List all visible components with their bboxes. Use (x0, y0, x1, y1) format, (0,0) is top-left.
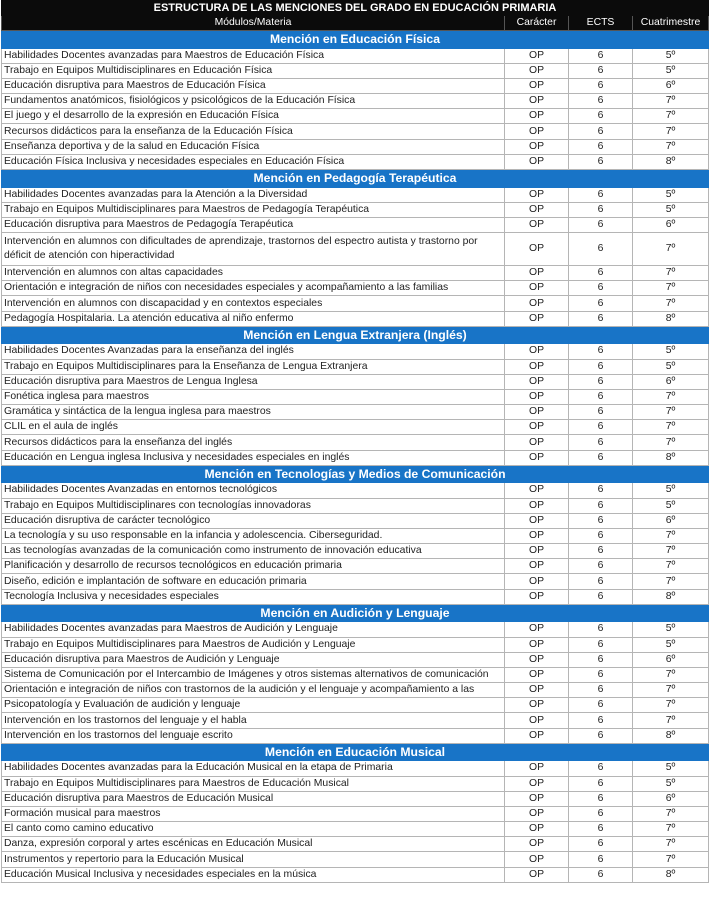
ects-cell: 6 (569, 791, 633, 806)
cuatrimestre-cell: 7º (633, 544, 709, 559)
caracter-cell: OP (505, 374, 569, 389)
table-row (2, 667, 709, 682)
caracter-cell: OP (505, 667, 569, 682)
cuatrimestre-cell: 7º (633, 713, 709, 728)
caracter-cell: OP (505, 435, 569, 450)
table-header-row (2, 16, 709, 31)
subject-name: Trabajo en Equipos Multidisciplinares para Maestros de Pedagogía Terapéutica (2, 202, 505, 217)
table-row (2, 637, 709, 652)
caracter-cell: OP (505, 728, 569, 743)
subject-name: Trabajo en Equipos Multidisciplinares con tecnologías innovadoras (2, 498, 505, 513)
ects-cell: 6 (569, 311, 633, 326)
caracter-cell: OP (505, 389, 569, 404)
table-row (2, 48, 709, 63)
cuatrimestre-cell: 7º (633, 822, 709, 837)
table-row (2, 344, 709, 359)
cuatrimestre-cell: 7º (633, 806, 709, 821)
ects-cell: 6 (569, 544, 633, 559)
ects-cell: 6 (569, 217, 633, 232)
ects-cell: 6 (569, 48, 633, 63)
section-header (2, 465, 709, 483)
table-row (2, 139, 709, 154)
subject-name: Gramática y sintáctica de la lengua inglesa para maestros (2, 405, 505, 420)
cuatrimestre-cell: 7º (633, 266, 709, 281)
caracter-cell: OP (505, 698, 569, 713)
caracter-cell: OP (505, 233, 569, 266)
ects-cell: 6 (569, 389, 633, 404)
ects-cell: 6 (569, 94, 633, 109)
caracter-cell: OP (505, 63, 569, 78)
cuatrimestre-cell: 8º (633, 311, 709, 326)
subject-name: El canto como camino educativo (2, 822, 505, 837)
table-row (2, 374, 709, 389)
cuatrimestre-cell: 7º (633, 405, 709, 420)
table-row (2, 483, 709, 498)
subject-name: Las tecnologías avanzadas de la comunicación como instrumento de innovación educativa (2, 544, 505, 559)
caracter-cell: OP (505, 544, 569, 559)
subject-name: Instrumentos y repertorio para la Educación Musical (2, 852, 505, 867)
table-row (2, 187, 709, 202)
subject-name: Educación disruptiva para Maestros de Educación Física (2, 78, 505, 93)
cuatrimestre-cell: 5º (633, 776, 709, 791)
table-row (2, 450, 709, 465)
header-caracter: Carácter (505, 16, 569, 31)
table-row (2, 311, 709, 326)
subject-name: Intervención en los trastornos del lenguaje y el habla (2, 713, 505, 728)
cuatrimestre-cell: 7º (633, 139, 709, 154)
caracter-cell: OP (505, 266, 569, 281)
caracter-cell: OP (505, 217, 569, 232)
ects-cell: 6 (569, 78, 633, 93)
caracter-cell: OP (505, 311, 569, 326)
caracter-cell: OP (505, 806, 569, 821)
section-header (2, 31, 709, 49)
ects-cell: 6 (569, 589, 633, 604)
subject-name: Formación musical para maestros (2, 806, 505, 821)
table-row (2, 622, 709, 637)
ects-cell: 6 (569, 202, 633, 217)
table-row (2, 867, 709, 882)
table-row (2, 589, 709, 604)
cuatrimestre-cell: 6º (633, 217, 709, 232)
subject-name: CLIL en el aula de inglés (2, 420, 505, 435)
caracter-cell: OP (505, 359, 569, 374)
table-row (2, 528, 709, 543)
header-cuatrimestre: Cuatrimestre (633, 16, 709, 31)
caracter-cell: OP (505, 124, 569, 139)
section-title: Mención en Pedagogía Terapéutica (2, 170, 709, 188)
ects-cell: 6 (569, 761, 633, 776)
table-row (2, 124, 709, 139)
subject-name: Fonética inglesa para maestros (2, 389, 505, 404)
cuatrimestre-cell: 5º (633, 48, 709, 63)
subject-name: Habilidades Docentes avanzadas para Maestros de Audición y Lenguaje (2, 622, 505, 637)
caracter-cell: OP (505, 483, 569, 498)
ects-cell: 6 (569, 574, 633, 589)
ects-cell: 6 (569, 806, 633, 821)
caracter-cell: OP (505, 574, 569, 589)
caracter-cell: OP (505, 296, 569, 311)
subject-name: Educación disruptiva para Maestros de Pedagogía Terapéutica (2, 217, 505, 232)
section-title: Mención en Tecnologías y Medios de Comunicación (2, 465, 709, 483)
subject-name: Habilidades Docentes Avanzadas para la enseñanza del inglés (2, 344, 505, 359)
ects-cell: 6 (569, 728, 633, 743)
menciones-table (1, 0, 709, 883)
subject-name: Planificación y desarrollo de recursos tecnológicos en educación primaria (2, 559, 505, 574)
cuatrimestre-cell: 5º (633, 63, 709, 78)
table-row (2, 94, 709, 109)
caracter-cell: OP (505, 791, 569, 806)
cuatrimestre-cell: 6º (633, 652, 709, 667)
table-row (2, 761, 709, 776)
caracter-cell: OP (505, 852, 569, 867)
caracter-cell: OP (505, 622, 569, 637)
subject-name: Habilidades Docentes avanzadas para la Educación Musical en la etapa de Primaria (2, 761, 505, 776)
cuatrimestre-cell: 8º (633, 867, 709, 882)
table-row (2, 559, 709, 574)
subject-name: Educación disruptiva de carácter tecnológico (2, 513, 505, 528)
section-header (2, 604, 709, 622)
caracter-cell: OP (505, 776, 569, 791)
cuatrimestre-cell: 8º (633, 728, 709, 743)
cuatrimestre-cell: 5º (633, 637, 709, 652)
table-row (2, 63, 709, 78)
table-row (2, 266, 709, 281)
cuatrimestre-cell: 6º (633, 374, 709, 389)
ects-cell: 6 (569, 822, 633, 837)
caracter-cell: OP (505, 78, 569, 93)
table-row (2, 405, 709, 420)
ects-cell: 6 (569, 637, 633, 652)
table-row (2, 806, 709, 821)
subject-name: Fundamentos anatómicos, fisiológicos y psicológicos de la Educación Física (2, 94, 505, 109)
ects-cell: 6 (569, 513, 633, 528)
caracter-cell: OP (505, 405, 569, 420)
subject-name: Sistema de Comunicación por el Intercambio de Imágenes y otros sistemas alternativos de comunicación (2, 667, 505, 682)
ects-cell: 6 (569, 154, 633, 169)
ects-cell: 6 (569, 139, 633, 154)
caracter-cell: OP (505, 867, 569, 882)
table-row (2, 109, 709, 124)
subject-name: Intervención en alumnos con altas capacidades (2, 266, 505, 281)
cuatrimestre-cell: 5º (633, 187, 709, 202)
cuatrimestre-cell: 5º (633, 483, 709, 498)
subject-name: Educación disruptiva para Maestros de Lengua Inglesa (2, 374, 505, 389)
caracter-cell: OP (505, 761, 569, 776)
cuatrimestre-cell: 7º (633, 574, 709, 589)
section-title: Mención en Lengua Extranjera (Inglés) (2, 326, 709, 344)
subject-name: Educación Musical Inclusiva y necesidades especiales en la música (2, 867, 505, 882)
table-row (2, 202, 709, 217)
subject-name: Educación en Lengua inglesa Inclusiva y necesidades especiales en inglés (2, 450, 505, 465)
caracter-cell: OP (505, 837, 569, 852)
menciones-table-body (2, 1, 709, 883)
table-title-row (2, 1, 709, 16)
cuatrimestre-cell: 7º (633, 109, 709, 124)
subject-name: Diseño, edición e implantación de software en educación primaria (2, 574, 505, 589)
cuatrimestre-cell: 6º (633, 513, 709, 528)
subject-name: Orientación e integración de niños con necesidades especiales y acompañamiento a las familias (2, 281, 505, 296)
caracter-cell: OP (505, 94, 569, 109)
ects-cell: 6 (569, 124, 633, 139)
subject-name: Danza, expresión corporal y artes escénicas en Educación Musical (2, 837, 505, 852)
subject-name: Habilidades Docentes avanzadas para Maestros de Educación Física (2, 48, 505, 63)
cuatrimestre-cell: 5º (633, 622, 709, 637)
ects-cell: 6 (569, 867, 633, 882)
ects-cell: 6 (569, 296, 633, 311)
subject-name: Trabajo en Equipos Multidisciplinares en Educación Física (2, 63, 505, 78)
table-row (2, 544, 709, 559)
cuatrimestre-cell: 7º (633, 420, 709, 435)
caracter-cell: OP (505, 822, 569, 837)
section-title: Mención en Educación Física (2, 31, 709, 49)
caracter-cell: OP (505, 48, 569, 63)
cuatrimestre-cell: 7º (633, 124, 709, 139)
subject-name: Tecnología Inclusiva y necesidades especiales (2, 589, 505, 604)
table-row (2, 822, 709, 837)
subject-name: Educación Física Inclusiva y necesidades especiales en Educación Física (2, 154, 505, 169)
ects-cell: 6 (569, 683, 633, 698)
table-row (2, 713, 709, 728)
table-row (2, 420, 709, 435)
cuatrimestre-cell: 5º (633, 498, 709, 513)
subject-name: Intervención en alumnos con dificultades de aprendizaje, trastornos del espectro autista y trastorno por déficit de atención con hiperactividad (2, 233, 505, 266)
ects-cell: 6 (569, 435, 633, 450)
table-row (2, 78, 709, 93)
caracter-cell: OP (505, 187, 569, 202)
ects-cell: 6 (569, 374, 633, 389)
cuatrimestre-cell: 7º (633, 837, 709, 852)
ects-cell: 6 (569, 405, 633, 420)
cuatrimestre-cell: 7º (633, 852, 709, 867)
table-row (2, 154, 709, 169)
subject-name: Educación disruptiva para Maestros de Audición y Lenguaje (2, 652, 505, 667)
subject-name: Trabajo en Equipos Multidisciplinares para Maestros de Educación Musical (2, 776, 505, 791)
table-row (2, 652, 709, 667)
ects-cell: 6 (569, 652, 633, 667)
cuatrimestre-cell: 6º (633, 78, 709, 93)
subject-name: Intervención en los trastornos del lenguaje escrito (2, 728, 505, 743)
subject-name: El juego y el desarrollo de la expresión en Educación Física (2, 109, 505, 124)
ects-cell: 6 (569, 698, 633, 713)
subject-name: Orientación e integración de niños con trastornos de la audición y el lenguaje y acompañamiento a las (2, 683, 505, 698)
caracter-cell: OP (505, 589, 569, 604)
table-row (2, 698, 709, 713)
ects-cell: 6 (569, 359, 633, 374)
table-row (2, 389, 709, 404)
cuatrimestre-cell: 7º (633, 435, 709, 450)
ects-cell: 6 (569, 852, 633, 867)
subject-name: Habilidades Docentes avanzadas para la Atención a la Diversidad (2, 187, 505, 202)
table-row (2, 513, 709, 528)
header-ects: ECTS (569, 16, 633, 31)
table-row (2, 435, 709, 450)
ects-cell: 6 (569, 420, 633, 435)
caracter-cell: OP (505, 559, 569, 574)
caracter-cell: OP (505, 683, 569, 698)
caracter-cell: OP (505, 498, 569, 513)
section-header (2, 743, 709, 761)
section-title: Mención en Educación Musical (2, 743, 709, 761)
cuatrimestre-cell: 6º (633, 791, 709, 806)
ects-cell: 6 (569, 281, 633, 296)
subject-name: La tecnología y su uso responsable en la infancia y adolescencia. Ciberseguridad. (2, 528, 505, 543)
ects-cell: 6 (569, 266, 633, 281)
table-row (2, 776, 709, 791)
ects-cell: 6 (569, 776, 633, 791)
caracter-cell: OP (505, 281, 569, 296)
caracter-cell: OP (505, 713, 569, 728)
header-modulos: Módulos/Materia (2, 16, 505, 31)
table-title: ESTRUCTURA DE LAS MENCIONES DEL GRADO EN EDUCACIÓN PRIMARIA (2, 1, 709, 16)
table-row (2, 233, 709, 266)
section-header (2, 170, 709, 188)
subject-name: Trabajo en Equipos Multidisciplinares para la Enseñanza de Lengua Extranjera (2, 359, 505, 374)
caracter-cell: OP (505, 513, 569, 528)
subject-name: Psicopatología y Evaluación de audición y lenguaje (2, 698, 505, 713)
caracter-cell: OP (505, 154, 569, 169)
cuatrimestre-cell: 7º (633, 698, 709, 713)
table-row (2, 683, 709, 698)
cuatrimestre-cell: 7º (633, 559, 709, 574)
cuatrimestre-cell: 5º (633, 761, 709, 776)
ects-cell: 6 (569, 559, 633, 574)
subject-name: Pedagogía Hospitalaria. La atención educativa al niño enfermo (2, 311, 505, 326)
ects-cell: 6 (569, 837, 633, 852)
cuatrimestre-cell: 5º (633, 344, 709, 359)
subject-name: Educación disruptiva para Maestros de Educación Musical (2, 791, 505, 806)
ects-cell: 6 (569, 528, 633, 543)
caracter-cell: OP (505, 652, 569, 667)
cuatrimestre-cell: 7º (633, 233, 709, 266)
caracter-cell: OP (505, 109, 569, 124)
table-row (2, 296, 709, 311)
ects-cell: 6 (569, 667, 633, 682)
ects-cell: 6 (569, 63, 633, 78)
table-row (2, 837, 709, 852)
cuatrimestre-cell: 8º (633, 450, 709, 465)
subject-name: Enseñanza deportiva y de la salud en Educación Física (2, 139, 505, 154)
ects-cell: 6 (569, 450, 633, 465)
cuatrimestre-cell: 5º (633, 202, 709, 217)
cuatrimestre-cell: 8º (633, 589, 709, 604)
table-row (2, 574, 709, 589)
table-row (2, 359, 709, 374)
table-row (2, 728, 709, 743)
ects-cell: 6 (569, 187, 633, 202)
subject-name: Habilidades Docentes Avanzadas en entornos tecnológicos (2, 483, 505, 498)
ects-cell: 6 (569, 713, 633, 728)
subject-name: Intervención en alumnos con discapacidad y en contextos especiales (2, 296, 505, 311)
subject-name: Recursos didácticos para la enseñanza del inglés (2, 435, 505, 450)
cuatrimestre-cell: 5º (633, 359, 709, 374)
ects-cell: 6 (569, 344, 633, 359)
caracter-cell: OP (505, 528, 569, 543)
ects-cell: 6 (569, 483, 633, 498)
ects-cell: 6 (569, 233, 633, 266)
caracter-cell: OP (505, 450, 569, 465)
caracter-cell: OP (505, 344, 569, 359)
cuatrimestre-cell: 7º (633, 296, 709, 311)
section-header (2, 326, 709, 344)
cuatrimestre-cell: 7º (633, 528, 709, 543)
cuatrimestre-cell: 8º (633, 154, 709, 169)
caracter-cell: OP (505, 420, 569, 435)
ects-cell: 6 (569, 498, 633, 513)
table-row (2, 498, 709, 513)
ects-cell: 6 (569, 109, 633, 124)
section-title: Mención en Audición y Lenguaje (2, 604, 709, 622)
cuatrimestre-cell: 7º (633, 667, 709, 682)
cuatrimestre-cell: 7º (633, 94, 709, 109)
caracter-cell: OP (505, 139, 569, 154)
table-row (2, 791, 709, 806)
subject-name: Trabajo en Equipos Multidisciplinares para Maestros de Audición y Lenguaje (2, 637, 505, 652)
table-row (2, 217, 709, 232)
table-row (2, 281, 709, 296)
cuatrimestre-cell: 7º (633, 683, 709, 698)
table-row (2, 852, 709, 867)
cuatrimestre-cell: 7º (633, 389, 709, 404)
subject-name: Recursos didácticos para la enseñanza de la Educación Física (2, 124, 505, 139)
ects-cell: 6 (569, 622, 633, 637)
caracter-cell: OP (505, 637, 569, 652)
caracter-cell: OP (505, 202, 569, 217)
cuatrimestre-cell: 7º (633, 281, 709, 296)
